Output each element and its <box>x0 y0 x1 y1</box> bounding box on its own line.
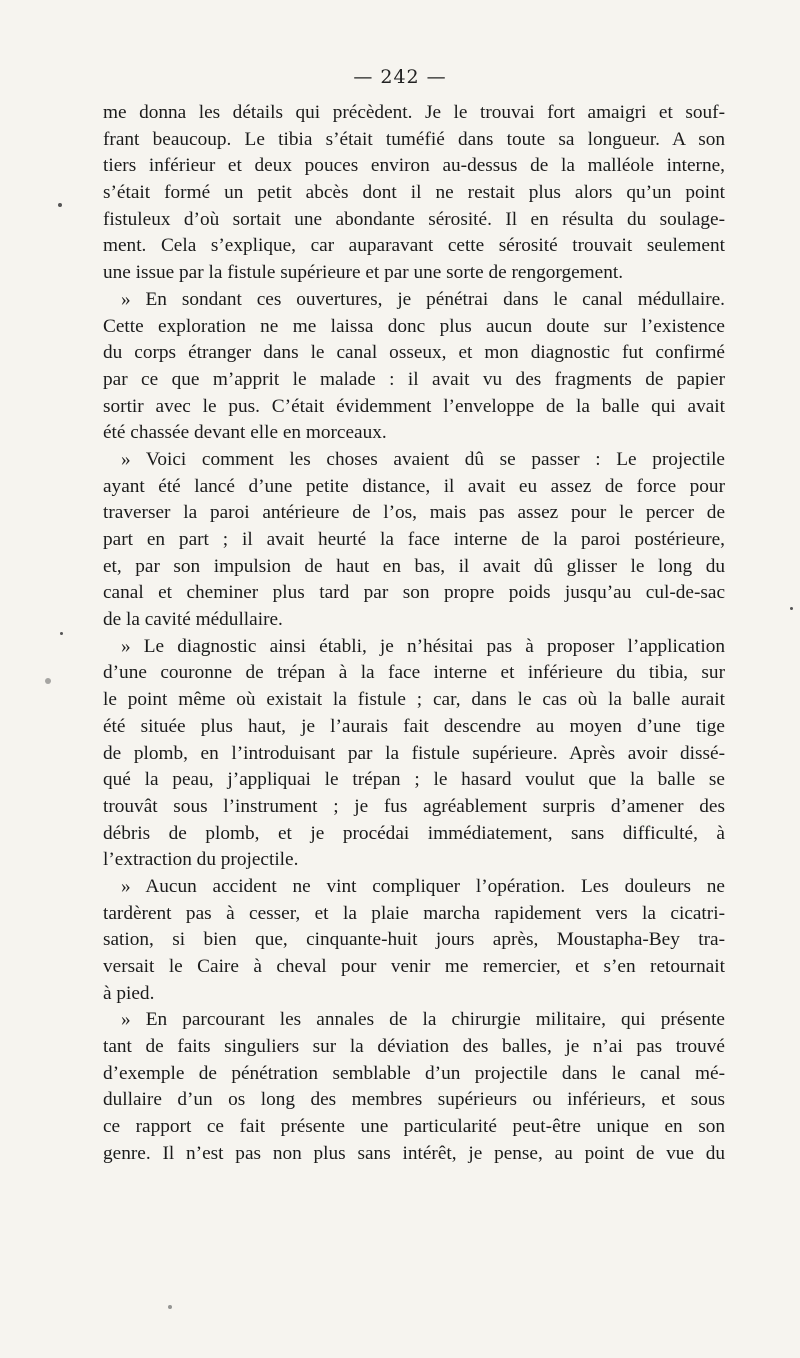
text-line: à pied. <box>103 982 155 1004</box>
text-line: été située plus haut, je l’aurais fait descendre au moyen d’une tige <box>103 715 725 737</box>
text-line: canal et cheminer plus tard par son propre poids jusqu’au cul-de-sac <box>103 582 725 604</box>
text-line: par ce que m’apprit le malade : il avait vu des fragments de papier <box>103 368 725 390</box>
text-line: d’une couronne de trépan à la face interne et inférieure du tibia, sur <box>103 662 725 684</box>
scan-speck <box>790 607 793 610</box>
text-line: tiers inférieur et deux pouces environ au-dessus de la malléole interne, <box>103 155 725 177</box>
text-line: qué la peau, j’appliquai le trépan ; le hasard voulut que la balle se <box>103 769 725 791</box>
text-line: me donna les détails qui précèdent. Je le trouvai fort amaigri et souf- <box>103 102 725 123</box>
text-line: dullaire d’un os long des membres supérieurs ou inférieurs, et sous <box>103 1089 725 1111</box>
body-text <box>103 100 725 1168</box>
text-line: une issue par la fistule supérieure et par une sorte de rengorgement. <box>103 262 624 284</box>
text-line: de plomb, en l’introduisant par la fistule supérieure. Après avoir dissé- <box>103 742 725 764</box>
text-line: le point même où existait la fistule ; car, dans le cas où la balle aurait <box>103 689 725 711</box>
text-line: genre. Il n’est pas non plus sans intérêt, je pense, au point de vue du <box>103 1142 725 1164</box>
text-line: fistuleux d’où sortait une abondante sérosité. Il en résulta du soulage- <box>103 208 725 230</box>
text-line: » Le diagnostic ainsi établi, je n’hésitai pas à proposer l’application <box>121 635 725 657</box>
text-line: tant de faits singuliers sur la déviation des balles, je n’ai pas trouvé <box>103 1036 725 1058</box>
text-line: de la cavité médullaire. <box>103 609 283 631</box>
text-line: débris de plomb, et je procédai immédiatement, sans difficulté, à <box>103 822 725 844</box>
text-line: ce rapport ce fait présente une particularité peut-être unique en son <box>103 1116 725 1138</box>
text-line: et, par son impulsion de haut en bas, il avait dû glisser le long du <box>103 555 725 577</box>
text-line: » En sondant ces ouvertures, je pénétrai dans le canal médullaire. <box>121 288 725 310</box>
text-line: versait le Caire à cheval pour venir me remercier, et s’en retournait <box>103 956 725 977</box>
scan-speck <box>168 1305 172 1309</box>
text-line: frant beaucoup. Le tibia s’était tuméfié dans toute sa longueur. A son <box>103 128 725 150</box>
text-line: été chassée devant elle en morceaux. <box>103 422 387 444</box>
text-line: part en part ; il avait heurté la face interne de la paroi postérieure, <box>103 529 725 550</box>
text-line: Cette exploration ne me laissa donc plus aucun doute sur l’existence <box>103 315 725 337</box>
scan-speck <box>60 632 63 635</box>
text-line: » Aucun accident ne vint compliquer l’opération. Les douleurs ne <box>121 875 725 897</box>
text-line: traverser la paroi antérieure de l’os, mais pas assez pour le percer de <box>103 502 725 524</box>
scan-speck <box>58 203 62 207</box>
text-line: l’extraction du projectile. <box>103 849 299 871</box>
text-line: s’était formé un petit abcès dont il ne restait plus alors qu’un point <box>103 182 725 204</box>
text-line: tardèrent pas à cesser, et la plaie marcha rapidement vers la cicatri- <box>103 902 725 924</box>
text-line: » Voici comment les choses avaient dû se passer : Le projectile <box>121 448 725 470</box>
text-line: ayant été lancé d’une petite distance, il avait eu assez de force pour <box>103 475 725 497</box>
text-line: du corps étranger dans le canal osseux, et mon diagnostic fut confirmé <box>103 342 725 364</box>
text-line: sation, si bien que, cinquante-huit jours après, Moustapha-Bey tra- <box>103 929 725 951</box>
text-line: d’exemple de pénétration semblable d’un projectile dans le canal mé- <box>103 1062 725 1084</box>
page-number: — 242 — <box>353 66 447 88</box>
text-line: » En parcourant les annales de la chirurgie militaire, qui présente <box>121 1009 725 1031</box>
scan-speck <box>45 678 51 684</box>
text-line: ment. Cela s’explique, car auparavant cette sérosité trouvait seulement <box>103 235 725 257</box>
text-line: trouvât sous l’instrument ; je fus agréablement surpris d’amener des <box>103 795 725 817</box>
text-line: sortir avec le pus. C’était évidemment l’enveloppe de la balle qui avait <box>103 395 725 417</box>
